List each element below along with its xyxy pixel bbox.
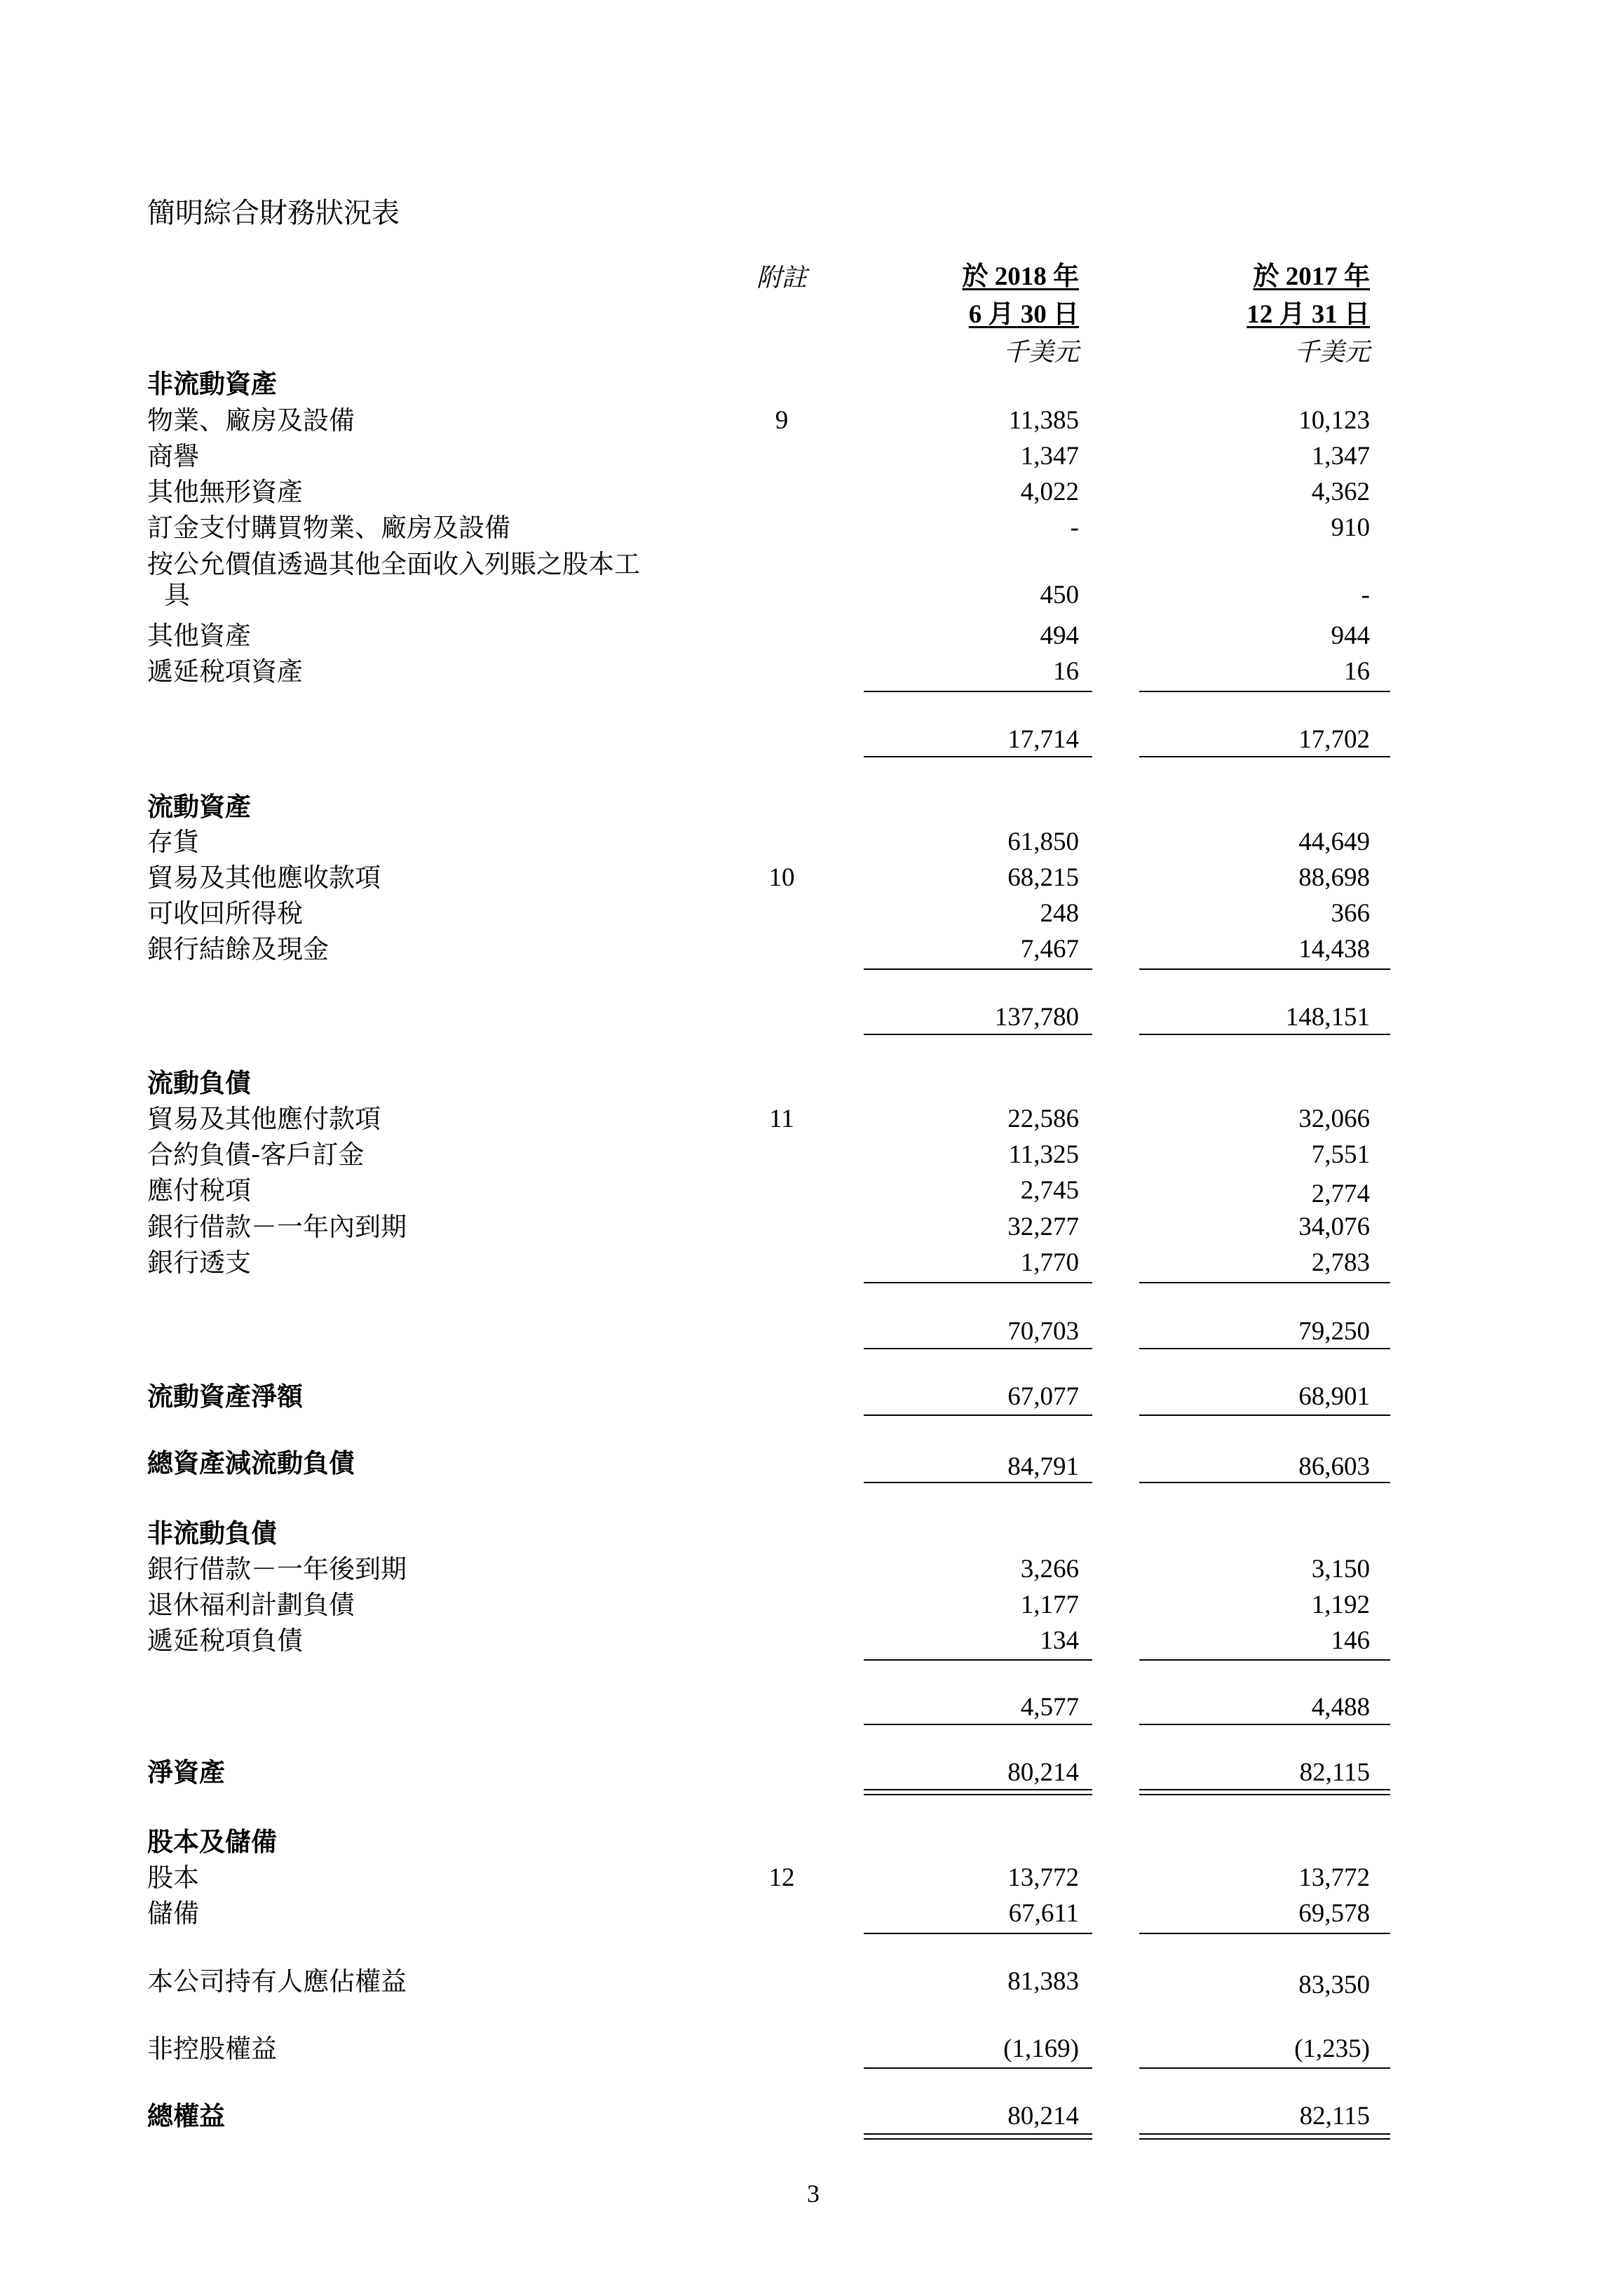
value-2018: 2,745 xyxy=(1020,1176,1079,1205)
section-heading: 非流動負債 xyxy=(147,1518,277,1548)
row-label: 儲備 xyxy=(147,1898,199,1929)
row-label: 應付稅項 xyxy=(147,1175,251,1206)
col2-date-line2: 12 月 31 日 xyxy=(1247,300,1370,329)
row-label: 遞延稅項負債 xyxy=(147,1626,303,1656)
row-label: 退休福利計劃負債 xyxy=(147,1590,355,1620)
row-label: 按公允價值透過其他全面收入列賬之股本工 xyxy=(147,549,640,579)
value-2018: 68,215 xyxy=(1007,863,1079,892)
row-label: 股本 xyxy=(147,1863,199,1893)
owners-equity-row xyxy=(0,1966,1623,1998)
row-label: 可收回所得稅 xyxy=(147,898,303,928)
row-note: 12 xyxy=(768,1863,795,1892)
net-assets-row xyxy=(0,1757,1623,1789)
value-2018: 13,772 xyxy=(1007,1863,1079,1892)
divider xyxy=(1139,691,1390,692)
value-2017: 366 xyxy=(1331,899,1370,928)
row-label: 銀行借款－一年內到期 xyxy=(147,1212,407,1242)
row-label: 貿易及其他應付款項 xyxy=(147,1104,381,1134)
value-2017: 82,115 xyxy=(1299,2102,1370,2130)
col2-date-line1: 於 2017 年 xyxy=(1253,262,1370,291)
value-2018: 134 xyxy=(1040,1626,1079,1655)
divider xyxy=(864,1348,1092,1349)
col1-unit: 千美元 xyxy=(1003,338,1079,367)
section-heading-row xyxy=(0,1518,1623,1550)
value-2018: 22,586 xyxy=(1007,1105,1079,1133)
row-label: 銀行借款－一年後到期 xyxy=(147,1554,407,1584)
value-2018: 248 xyxy=(1040,899,1079,928)
page-title: 簡明綜合財務狀況表 xyxy=(147,197,400,229)
table-row xyxy=(0,440,1623,473)
value-2018: 32,277 xyxy=(1007,1213,1079,1241)
table-row xyxy=(0,1175,1623,1207)
divider xyxy=(864,1659,1092,1661)
divider xyxy=(1139,1034,1390,1035)
subtotal-2017: 79,250 xyxy=(1298,1317,1370,1346)
value-2017: 16 xyxy=(1344,657,1370,686)
section-heading: 非流動資產 xyxy=(147,369,277,399)
value-2018: 11,325 xyxy=(1008,1140,1079,1169)
table-row xyxy=(0,1211,1623,1243)
divider xyxy=(864,2067,1092,2069)
value-2017: 944 xyxy=(1331,621,1370,650)
section-heading-row xyxy=(0,368,1623,400)
column-header-2017 xyxy=(1247,258,1370,372)
row-label-continued: 具 xyxy=(164,580,190,610)
row-label: 銀行結餘及現金 xyxy=(147,934,329,964)
subtotal-2017: 4,488 xyxy=(1311,1693,1370,1722)
row-label: 其他資產 xyxy=(147,621,251,651)
table-row xyxy=(0,548,1623,581)
value-2017: 69,578 xyxy=(1298,1899,1370,1928)
value-2018: 4,022 xyxy=(1020,478,1079,506)
section-heading: 股本及儲備 xyxy=(147,1827,277,1857)
table-row xyxy=(0,1862,1623,1894)
row-label: 本公司持有人應佔權益 xyxy=(147,1966,407,1997)
section-heading: 流動負債 xyxy=(147,1068,251,1098)
divider xyxy=(1139,1482,1390,1483)
row-label: 總權益 xyxy=(147,2101,225,2131)
value-2018: 3,266 xyxy=(1020,1555,1079,1583)
col1-date-line2: 6 月 30 日 xyxy=(968,300,1079,329)
value-2017: 82,115 xyxy=(1299,1758,1370,1787)
divider xyxy=(864,691,1092,692)
row-note: 10 xyxy=(768,863,795,892)
table-row xyxy=(0,405,1623,437)
value-2017: 83,350 xyxy=(1298,1971,1370,1999)
column-header-2018 xyxy=(963,258,1080,372)
row-label: 非控股權益 xyxy=(147,2034,277,2064)
value-2017: 146 xyxy=(1331,1626,1370,1655)
divider xyxy=(1139,1724,1390,1725)
value-2017: 7,551 xyxy=(1311,1140,1370,1169)
table-row xyxy=(0,1898,1623,1930)
subtotal-2017: 148,151 xyxy=(1285,1003,1370,1032)
section-heading-row xyxy=(0,1067,1623,1100)
divider xyxy=(1139,1933,1390,1934)
value-2017: 86,603 xyxy=(1298,1452,1370,1481)
divider xyxy=(864,968,1092,970)
table-row xyxy=(0,933,1623,966)
value-2017: 34,076 xyxy=(1298,1213,1370,1241)
table-row xyxy=(0,826,1623,858)
total-assets-less-cl-row xyxy=(0,1447,1623,1480)
divider xyxy=(1139,1282,1390,1283)
section-heading: 流動資產 xyxy=(147,792,251,822)
divider xyxy=(1139,756,1390,757)
table-row xyxy=(0,512,1623,544)
subtotal-row xyxy=(0,1691,1623,1724)
divider xyxy=(1139,1348,1390,1349)
value-2018: - xyxy=(1070,513,1079,542)
note-column-header: 附註 xyxy=(756,264,807,292)
table-row xyxy=(0,656,1623,688)
table-row xyxy=(0,476,1623,508)
subtotal-2018: 70,703 xyxy=(1007,1317,1079,1346)
value-2017: 88,698 xyxy=(1298,863,1370,892)
value-2017: 3,150 xyxy=(1311,1555,1370,1583)
row-label: 存貨 xyxy=(147,827,199,857)
value-2017: 14,438 xyxy=(1298,935,1370,964)
value-2018: 7,467 xyxy=(1020,935,1079,964)
divider xyxy=(1139,968,1390,970)
table-row xyxy=(0,1247,1623,1279)
value-2017: 2,783 xyxy=(1311,1248,1370,1277)
row-label: 合約負債-客戶訂金 xyxy=(147,1140,365,1170)
row-label: 淨資產 xyxy=(147,1757,225,1788)
row-label: 總資產減流動負債 xyxy=(147,1448,355,1478)
value-2018: 450 xyxy=(1040,581,1079,609)
row-label: 流動資產淨額 xyxy=(147,1382,303,1412)
nci-row xyxy=(0,2033,1623,2065)
divider xyxy=(864,1933,1092,1934)
net-current-assets-row xyxy=(0,1381,1623,1413)
divider xyxy=(864,1482,1092,1483)
value-2018: 1,177 xyxy=(1020,1591,1079,1619)
row-note: 9 xyxy=(775,406,789,435)
subtotal-2018: 137,780 xyxy=(994,1003,1079,1032)
value-2017: - xyxy=(1361,581,1370,609)
row-label: 訂金支付購買物業、廠房及設備 xyxy=(147,513,510,543)
divider xyxy=(864,1724,1092,1725)
table-row-continued xyxy=(0,579,1623,612)
col1-date-line1: 於 2018 年 xyxy=(962,262,1079,291)
divider xyxy=(864,756,1092,757)
value-2017: 13,772 xyxy=(1298,1863,1370,1892)
subtotal-2018: 4,577 xyxy=(1020,1693,1079,1722)
table-row xyxy=(0,862,1623,894)
table-row xyxy=(0,1139,1623,1171)
subtotal-2018: 17,714 xyxy=(1007,725,1079,754)
value-2018: 80,214 xyxy=(1007,2102,1079,2130)
col2-unit: 千美元 xyxy=(1293,338,1370,367)
table-row xyxy=(0,1103,1623,1135)
row-note: 11 xyxy=(769,1105,794,1133)
row-label: 其他無形資產 xyxy=(147,477,303,507)
value-2018: (1,169) xyxy=(1003,2034,1079,2063)
subtotal-2017: 17,702 xyxy=(1298,725,1370,754)
table-row xyxy=(0,1625,1623,1657)
subtotal-row xyxy=(0,1316,1623,1348)
row-label: 商譽 xyxy=(147,441,199,471)
row-label: 遞延稅項資產 xyxy=(147,656,303,687)
value-2018: 1,347 xyxy=(1020,442,1079,471)
table-row xyxy=(0,1589,1623,1621)
value-2018: 1,770 xyxy=(1020,1248,1079,1277)
row-label: 物業、廠房及設備 xyxy=(147,405,355,435)
section-heading-row xyxy=(0,1826,1623,1858)
table-row xyxy=(0,1553,1623,1586)
double-underline xyxy=(1139,2133,1390,2140)
subtotal-row xyxy=(0,724,1623,756)
value-2018: 67,077 xyxy=(1007,1382,1079,1411)
table-row xyxy=(0,898,1623,930)
value-2018: 61,850 xyxy=(1007,828,1079,856)
double-underline xyxy=(864,1789,1092,1795)
value-2017: 10,123 xyxy=(1298,406,1370,435)
value-2017: 32,066 xyxy=(1298,1105,1370,1133)
value-2018: 84,791 xyxy=(1007,1452,1079,1481)
value-2018: 81,383 xyxy=(1007,1967,1079,1996)
value-2017: (1,235) xyxy=(1294,2034,1370,2063)
divider xyxy=(864,1034,1092,1035)
double-underline xyxy=(1139,1789,1390,1795)
row-label: 貿易及其他應收款項 xyxy=(147,863,381,893)
value-2017: 44,649 xyxy=(1298,828,1370,856)
value-2017: 1,192 xyxy=(1311,1591,1370,1619)
value-2018: 16 xyxy=(1053,657,1079,686)
value-2017: 4,362 xyxy=(1311,478,1370,506)
subtotal-row xyxy=(0,1001,1623,1034)
value-2017: 1,347 xyxy=(1311,442,1370,471)
divider xyxy=(864,1282,1092,1283)
table-row xyxy=(0,620,1623,652)
value-2017: 2,774 xyxy=(1311,1180,1370,1208)
value-2018: 67,611 xyxy=(1008,1899,1079,1928)
value-2017: 68,901 xyxy=(1298,1382,1370,1411)
page-number: 3 xyxy=(807,2180,820,2208)
section-heading-row xyxy=(0,791,1623,823)
divider xyxy=(864,1414,1092,1416)
value-2018: 494 xyxy=(1040,621,1079,650)
divider xyxy=(1139,1659,1390,1661)
divider xyxy=(1139,1414,1390,1416)
value-2017: 910 xyxy=(1331,513,1370,542)
value-2018: 80,214 xyxy=(1007,1758,1079,1787)
double-underline xyxy=(864,2133,1092,2140)
value-2018: 11,385 xyxy=(1008,406,1079,435)
total-equity-row xyxy=(0,2100,1623,2133)
divider xyxy=(1139,2067,1390,2069)
row-label: 銀行透支 xyxy=(147,1248,251,1278)
